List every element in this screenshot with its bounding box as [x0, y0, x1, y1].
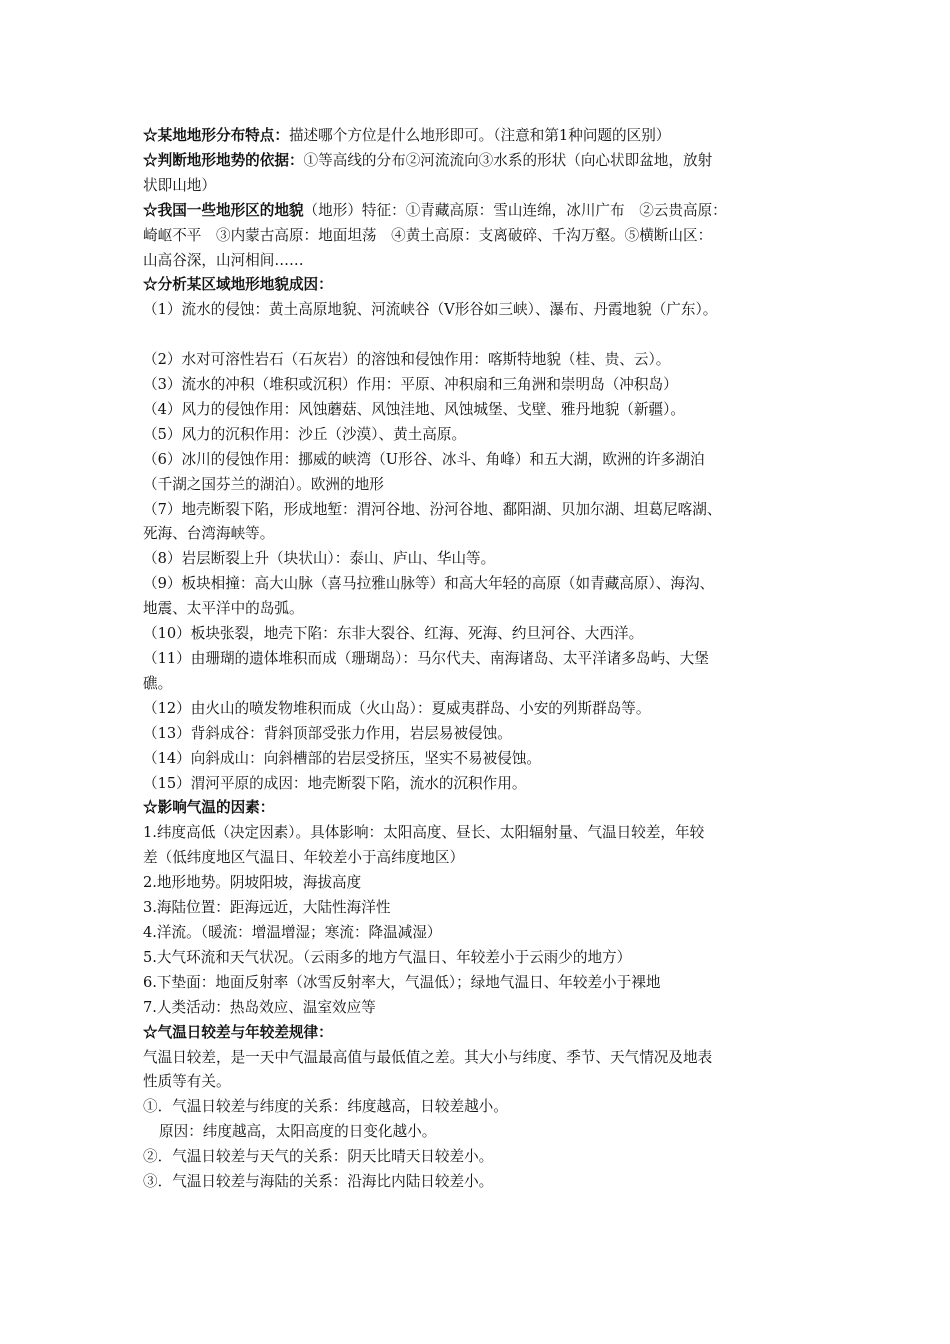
text-line: 崎岖不平 ③内蒙古高原：地面坦荡 ④黄土高原：支离破碎、千沟万壑。⑤横断山区：	[143, 226, 713, 244]
text-line: （7）地壳断裂下陷，形成地堑：渭河谷地、汾河谷地、鄱阳湖、贝加尔湖、坦葛尼喀湖、	[143, 500, 722, 518]
section-heading: ☆影响气温的因素：	[143, 799, 275, 817]
text-line: ①．气温日较差与纬度的关系：纬度越高，日较差越小。	[143, 1098, 508, 1116]
text-line: 差（低纬度地区气温日、年较差小于高纬度地区）	[143, 849, 465, 867]
text-line: （10）板块张裂，地壳下陷：东非大裂谷、红海、死海、约旦河谷、大西洋。	[143, 625, 644, 643]
text-line: ③．气温日较差与海陆的关系：沿海比内陆日较差小。	[143, 1173, 494, 1191]
document-page	[143, 124, 823, 1195]
text-line: 3.海陆位置：距海远近，大陆性海洋性	[143, 899, 391, 917]
heading-label: ☆判断地形地势的依据：	[143, 151, 304, 169]
text-line: ②．气温日较差与天气的关系：阴天比晴天日较差小。	[143, 1148, 494, 1166]
text-line: 状即山地）	[143, 176, 216, 194]
section-heading: ☆气温日较差与年较差规律：	[143, 1023, 333, 1041]
heading-body-text: 描述哪个方位是什么地形即可。（注意和第1种问题的区别）	[288, 127, 671, 144]
text-line: （6）冰川的侵蚀作用：挪威的峡湾（U形谷、冰斗、角峰）和五大湖，欧洲的许多湖泊	[143, 450, 705, 468]
blank-line	[143, 323, 823, 348]
text-line: 4.洋流。（暖流：增温增湿；寒流：降温减湿）	[143, 923, 442, 941]
section-heading-line	[143, 149, 823, 174]
text-line: 死海、台湾海峡等。	[143, 525, 275, 543]
text-line: （5）风力的沉积作用：沙丘（沙漠）、黄土高原。	[143, 425, 467, 443]
text-line: 地震、太平洋中的岛弧。	[143, 600, 304, 618]
text-line: 1.纬度高低（决定因素）。具体影响：太阳高度、昼长、太阳辐射量、气温日较差，年较	[143, 824, 705, 842]
heading-label: ☆我国一些地形区的地貌	[143, 201, 304, 219]
heading-body-text: ①等高线的分布②河流流向③水系的形状（向心状即盆地，放射	[303, 151, 713, 169]
text-line: 5.大气环流和天气状况。（云雨多的地方气温日、年较差小于云雨少的地方）	[143, 948, 632, 966]
text-line: 7.人类活动：热岛效应、温室效应等	[143, 998, 376, 1016]
text-line: （8）岩层断裂上升（块状山）：泰山、庐山、华山等。	[143, 550, 496, 568]
text-line: （千湖之国芬兰的湖泊）。欧洲的地形	[143, 475, 384, 493]
text-line: 礁。	[143, 674, 173, 692]
text-line: 2.地形地势。阴坡阳坡，海拔高度	[143, 874, 362, 892]
text-line: 原因：纬度越高，太阳高度的日变化越小。	[159, 1123, 437, 1141]
section-heading-line	[143, 199, 823, 224]
heading-body-text: （地形）特征：①青藏高原：雪山连绵，冰川广布 ②云贵高原：	[303, 201, 727, 219]
text-line: （13）背斜成谷：背斜顶部受张力作用，岩层易被侵蚀。	[143, 724, 512, 742]
text-line: （9）板块相撞：高大山脉（喜马拉雅山脉等）和高大年轻的高原（如青藏高原）、海沟、	[143, 575, 715, 593]
text-line: 6.下垫面：地面反射率（冰雪反射率大，气温低）；绿地气温日、年较差小于裸地	[143, 973, 661, 991]
text-line: （15）渭河平原的成因：地壳断裂下陷，流水的沉积作用。	[143, 774, 527, 792]
text-line: （14）向斜成山：向斜槽部的岩层受挤压，坚实不易被侵蚀。	[143, 749, 542, 767]
text-line: （4）风力的侵蚀作用：风蚀蘑菇、风蚀洼地、风蚀城堡、戈壁、雅丹地貌（新疆）。	[143, 400, 685, 418]
text-line: （1）流水的侵蚀：黄土高原地貌、河流峡谷（V形谷如三峡）、瀑布、丹霞地貌（广东）。	[143, 301, 718, 319]
section-heading: ☆分析某区域地形地貌成因：	[143, 276, 333, 294]
text-line: （3）流水的冲积（堆积或沉积）作用：平原、冲积扇和三角洲和崇明岛（冲积岛）	[143, 376, 678, 394]
text-line: 性质等有关。	[143, 1073, 231, 1091]
text-line: （2）水对可溶性岩石（石灰岩）的溶蚀和侵蚀作用：喀斯特地貌（桂、贵、云）。	[143, 351, 671, 369]
text-line: 山高谷深，山河相间……	[143, 251, 304, 269]
heading-label: ☆某地地形分布特点：	[143, 127, 289, 144]
text-line: （12）由火山的喷发物堆积而成（火山岛）：夏威夷群岛、小安的列斯群岛等。	[143, 699, 651, 717]
text-line: 气温日较差，是一天中气温最高值与最低值之差。其大小与纬度、季节、天气情况及地表	[143, 1048, 713, 1066]
text-line: （11）由珊瑚的遗体堆积而成（珊瑚岛）：马尔代夫、南海诸岛、太平洋诸多岛屿、大堡	[143, 650, 709, 668]
section-heading-line	[143, 124, 823, 149]
